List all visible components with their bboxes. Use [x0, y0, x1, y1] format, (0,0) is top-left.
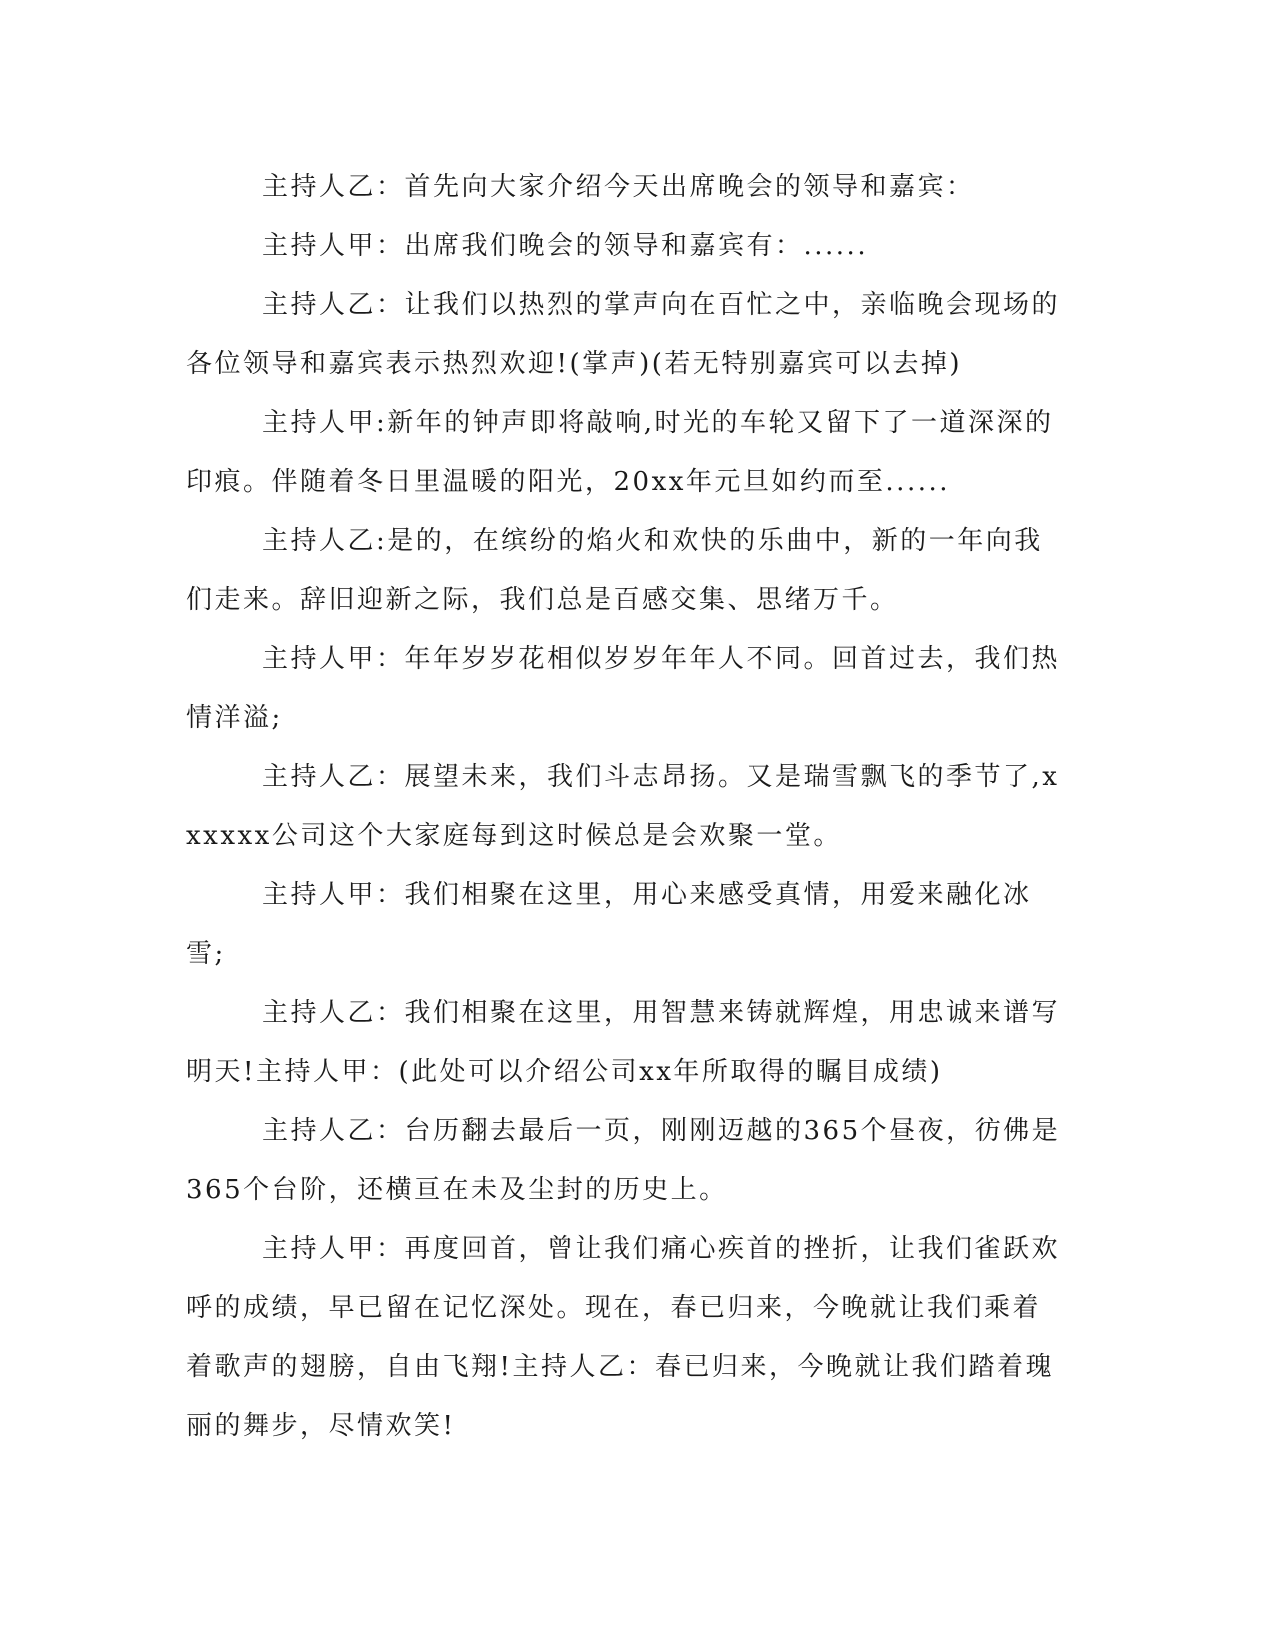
- document-body: [186, 158, 1066, 1456]
- paragraph: 主持人甲:新年的钟声即将敲响,时光的车轮又留下了一道深深的印痕。伴随着冬日里温暖的阳光，20xx年元旦如约而至......: [186, 408, 1054, 497]
- paragraph: 主持人乙：首先向大家介绍今天出席晚会的领导和嘉宾：: [262, 172, 975, 202]
- paragraph: 主持人甲：年年岁岁花相似岁岁年年人不同。回首过去，我们热情洋溢;: [186, 644, 1061, 733]
- paragraph: 主持人甲：我们相聚在这里，用心来感受真情，用爱来融化冰雪;: [186, 880, 1032, 969]
- paragraph: 主持人乙：我们相聚在这里，用智慧来铸就辉煌，用忠诚来谱写明天!主持人甲：(此处可以介绍公司xx年所取得的瞩目成绩): [186, 998, 1061, 1087]
- paragraph: 主持人乙：让我们以热烈的掌声向在百忙之中，亲临晚会现场的各位领导和嘉宾表示热烈欢迎!(掌声)(若无特别嘉宾可以去掉): [186, 290, 1061, 379]
- paragraph: 主持人甲：出席我们晚会的领导和嘉宾有：......: [262, 231, 869, 261]
- paragraph: 主持人乙：台历翻去最后一页，刚刚迈越的365个昼夜，彷佛是365个台阶，还横亘在未及尘封的历史上。: [186, 1116, 1061, 1205]
- paragraph: 主持人甲：再度回首，曾让我们痛心疾首的挫折，让我们雀跃欢呼的成绩，早已留在记忆深处。现在，春已归来，今晚就让我们乘着着歌声的翅膀，自由飞翔!主持人乙：春已归来，今晚就让我们踏着瑰丽的舞步，尽情欢笑!: [186, 1234, 1061, 1441]
- paragraph: 主持人乙:是的，在缤纷的焰火和欢快的乐曲中，新的一年向我们走来。辞旧迎新之际，我们总是百感交集、思绪万千。: [186, 526, 1043, 615]
- paragraph: 主持人乙：展望未来，我们斗志昂扬。又是瑞雪飘飞的季节了,xxxxxx公司这个大家庭每到这时候总是会欢聚一堂。: [186, 762, 1060, 851]
